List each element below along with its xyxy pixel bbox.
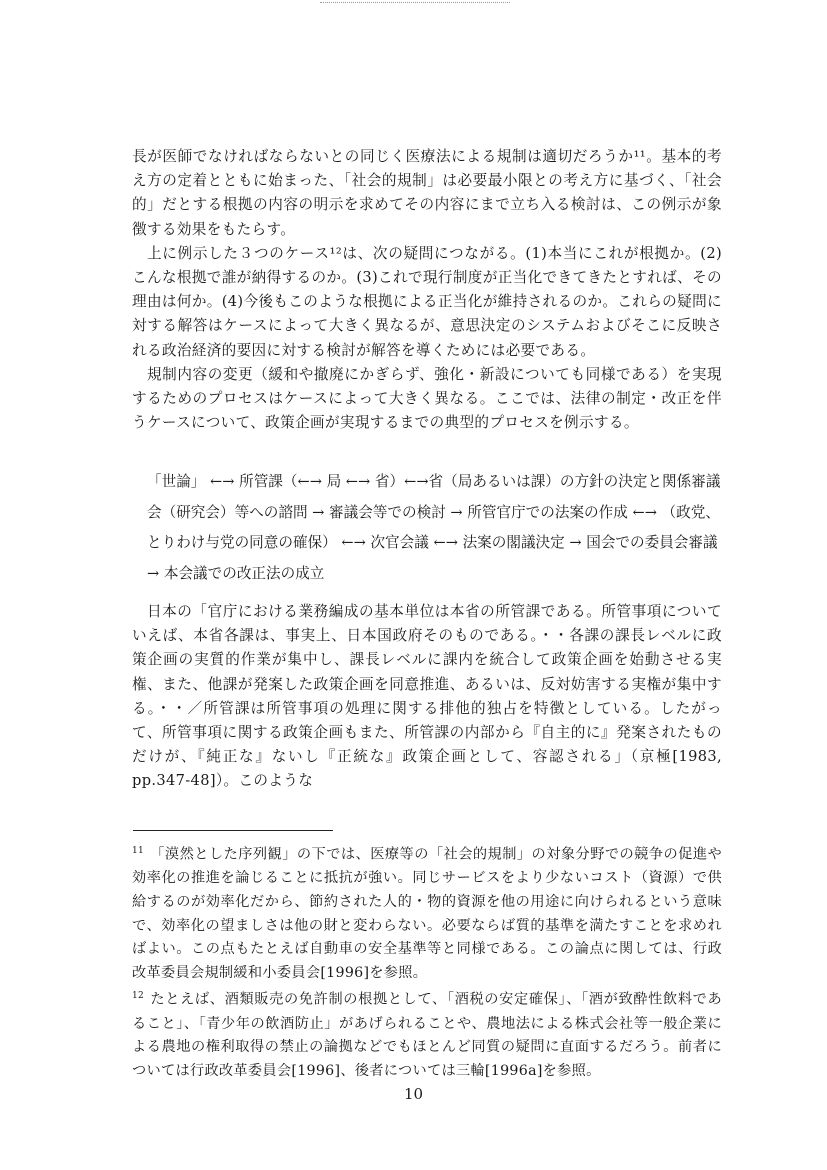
paragraph-2: 上に例示した３つのケース¹²は、次の疑問につながる。(1)本当にこれが根拠か。(2)こんな根拠で誰が納得するのか。(3)これで現行制度が正当化できてきたとすれば、その理由は何か。(4)今後もこのような根拠による正当化が維持されるのか。これらの疑問に対する解答はケースによって大きく異なるが、意思決定のシステムおよびそこに反映される政治経済的要因に対する検討が解答を導くためには必要である。: [132, 244, 722, 359]
body-text-top: [132, 145, 722, 435]
paragraph-1: 長が医師でなければならないとの同じく医療法による規制は適切だろうか¹¹。基本的考え方の定着とともに始まった、「社会的規制」は必要最小限との考え方に基づく、「社会的」だとする根拠の内容の明示を求めてその内容にまで立ち入る検討は、この例示が象徴する効果をもたらす。: [132, 148, 722, 238]
footnote-12: [132, 985, 722, 1083]
page-number: 10: [403, 1085, 424, 1103]
paragraph-4: 日本の「官庁における業務編成の基本単位は本省の所管課である。所管事項についていえば、本省各課は、事実上、日本国政府そのものである。・・各課の課長レベルに政策企画の実質的作業が集中し、課長レベルに課内を統合して政策企画を始動させる実権、また、他課が発案した政策企画を同意推進、あるいは、反対妨害する実権が集中する。・・／所管課は所管事項の処理に関する排他的独占を特徴としている。したがって、所管事項に関する政策企画もまた、所管課の内部から『自主的に』発案されたものだけが、『純正な』ないし『正統な』政策企画として、容認される」（京極[1983, pp.347-48]）。このような: [132, 603, 722, 790]
scan-artifact-line: [320, 2, 510, 5]
paragraph-3: 規制内容の変更（緩和や撤廃にかぎらず、強化・新設についても同様である）を実現するためのプロセスはケースによって大きく異なる。ここでは、法律の制定・改正を伴うケースについて、政策企画が実現するまでの典型的プロセスを例示する。: [132, 365, 722, 432]
footnote-11: [132, 840, 722, 985]
footnote-mark: 12: [132, 991, 145, 1002]
body-text-bottom: [132, 600, 722, 794]
footnotes: [132, 840, 722, 1083]
footnote-text: たとえば、酒類販売の免許制の根拠として、「酒税の安定確保」、「酒が致酔性飲料であること」、「青少年の飲酒防止」があげられることや、農地法による株式会社等一般企業による農地の権利取得の禁止の論拠などでもほとんど同質の疑問に直面するだろう。前者については行政改革委員会[1996]、後者については三輪[1996a]を参照。: [132, 992, 722, 1079]
footnote-mark: 11: [132, 846, 145, 856]
policy-process-flow: 「世論」 ←→ 所管課（←→ 局 ←→ 省）←→省（局あるいは課）の方針の決定と関係審議会（研究会）等への諮問 → 審議会等での検討 → 所管官庁での法案の作成 ←→ （政党、とりわけ与党の同意の確保） ←→ 次官会議 ←→ 法案の閣議決定 → 国会での委員会審議 → 本会議での改正法の成立: [147, 473, 721, 582]
footnote-divider: [133, 830, 333, 831]
footnote-text: 「漠然とした序列観」の下では、医療等の「社会的規制」の対象分野での競争の促進や効率化の推進を論じることに抵抗が強い。同じサービスをより少ないコスト（資源）で供給するのが効率化だから、節約された人的・物的資源を他の用途に向けられるという意味で、効率化の望ましさは他の財と変わらない。必要ならば質的基準を満たすことを求めればよい。この点もたとえば自動車の安全基準等と同様である。この論点に関しては、行政改革委員会規制緩和小委員会[1996]を参照。: [132, 846, 722, 981]
